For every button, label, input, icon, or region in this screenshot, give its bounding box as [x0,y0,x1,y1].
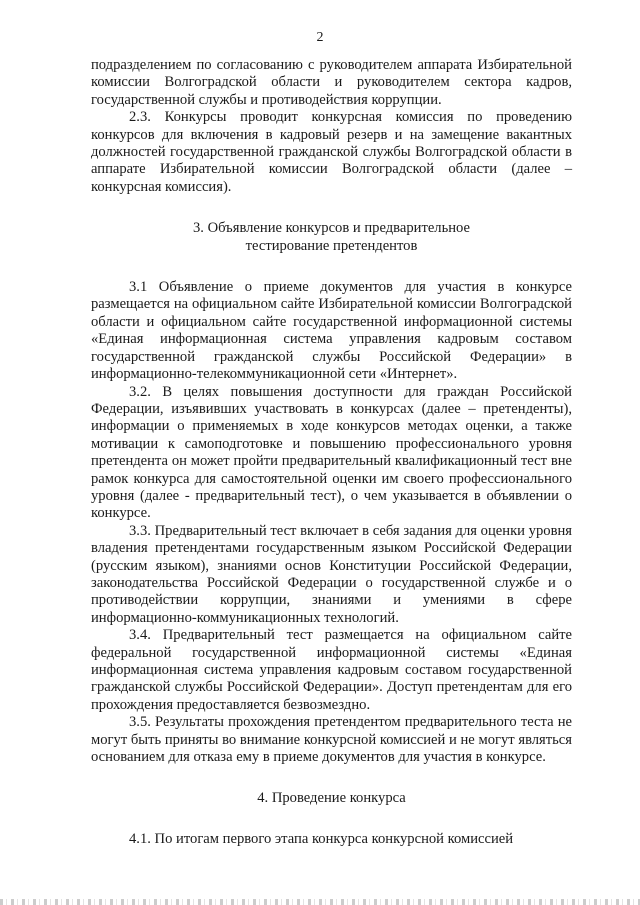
paragraph-3-5: 3.5. Результаты прохождения претендентом предварительного теста не могут быть приняты во внимание конкурсной комиссией и не могут являться основанием для отказа ему в приеме документов для участия в конкурсе. [91,714,572,766]
paragraph-2-3: 2.3. Конкурсы проводит конкурсная комиссия по проведению конкурсов для включения в кадровый резерв и на замещение вакантных должностей государственной гражданской службы Волгоградской области в аппарате Избирательной комиссии Волгоградской области (далее – конкурсная комиссия). [91,109,572,195]
paragraph-3-1: 3.1 Объявление о приеме документов для участия в конкурсе размещается на официальном сайте Избирательной комиссии Волгоградской области и официальном сайте государственной информационной системы «Единая информационная система управления кадровым составом государственной гражданской службы Российской Федерации» в информационно-телекоммуникационной сети «Интернет». [91,279,572,383]
paragraph-3-3: 3.3. Предварительный тест включает в себя задания для оценки уровня владения претендентами государственным языком Российской Федерации (русским языком), знаниями основ Конституции Российской Федерации, законодательства Российской Федерации о государственной службе и о противодействии коррупции, знаниями и умениями в сфере информационно-коммуникационных технологий. [91,522,572,626]
section-3-heading [91,220,572,255]
section-3-heading-line-1: 3. Объявление конкурсов и предварительное [192,220,471,237]
paragraph-3-4: 3.4. Предварительный тест размещается на официальном сайте федеральной государственной информационной системы «Единая информационная система управления кадровым составом государственной гражданской службы Российской Федерации». Доступ претендентам для его прохождения предоставляется безвозмездно. [91,627,572,713]
paragraph-4-1: 4.1. По итогам первого этапа конкурса конкурсной комиссией [129,830,514,847]
section-3-heading-line-2: тестирование претендентов [245,237,418,254]
page-number: 2 [316,30,324,45]
section-4-heading: 4. Проведение конкурса [257,790,406,807]
paragraph-continuation: подразделением по согласованию с руководителем аппарата Избирательной комиссии Волгоградской области и руководителем сектора кадров, государственной службы и противодействия коррупции. [91,57,572,108]
document-body [91,57,572,848]
scan-edge-artifact [0,899,640,905]
paragraph-3-2: 3.2. В целях повышения доступности для граждан Российской Федерации, изъявивших участвовать в конкурсах (далее – претенденты), информации о применяемых в ходе конкурсов методах оценки, а также мотивации к самоподготовке и повышению профессионального уровня претендента он может пройти предварительный квалификационный тест вне рамок конкурса для самостоятельной оценки им своего профессионального уровня (далее - предварительный тест), о чем указывается в объявлении о конкурсе. [91,383,572,522]
